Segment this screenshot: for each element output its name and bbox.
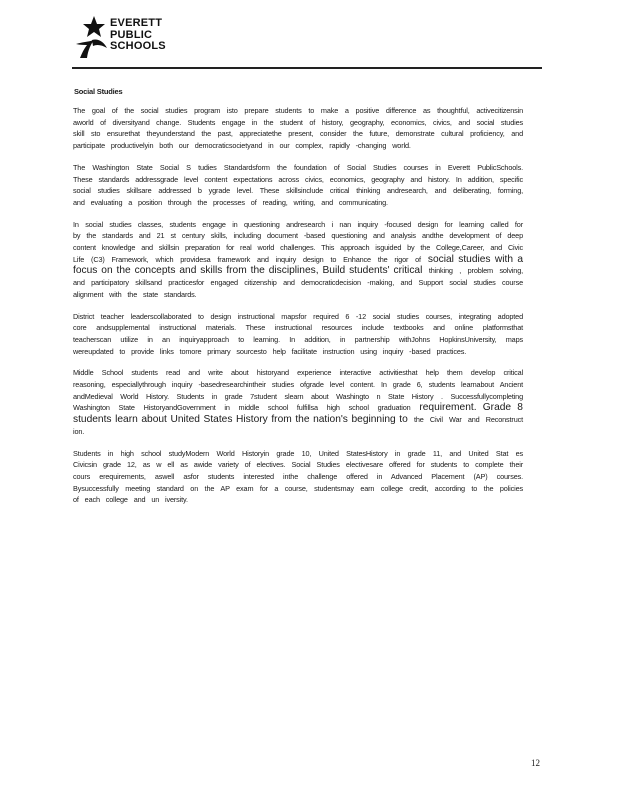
page-number: 12 — [531, 758, 540, 768]
district-logo — [74, 14, 184, 66]
paragraph-goal — [73, 105, 523, 152]
header-rule — [72, 67, 542, 69]
paragraph-text-after: thinking , problem solving, and participatory skillsand practicesfor engaged citizenship and democraticdecision -making, and Support social studies course alignment with the state standards. — [73, 266, 523, 299]
running-figure-star-icon — [74, 14, 114, 62]
paragraph-large-line: requirement. Grade 8 students learn about United States History from the nation's beginning to — [73, 402, 523, 426]
paragraph-inquiry — [73, 219, 523, 301]
paragraph-district-maps — [73, 311, 523, 358]
paragraph-text: The goal of the social studies program isto prepare students to make a positive difference as thoughtful, activecitizensin aworld of diversityand change. Students engage in the student of history, geography, economics, civics, and social studies skill sto ensurethat theyunderstand the past, appreciatethe present, consider the future, demonstrate cultural proficiency, and participate productivelyin both our democraticsocietyand in our complex, rapidly -changing world. — [73, 106, 523, 151]
paragraph-text: Middle School students read and write about historyand experience interactive activitiesthat help them develop critical reasoning, especiallythrough inquiry -basedresearchintheir studies ofgrade level content. In grade 6, students learnabout Ancient andMedieval World History. Students in grade 7student slearn about Washingto n State History . Successfullycompleting Washington State HistoryandGovernment in middle school fulfillsa high school graduation — [73, 368, 523, 413]
section-title: Social Studies — [74, 87, 123, 96]
paragraph-text: District teacher leaderscollaborated to design instructional mapsfor required 6 -12 social studies courses, integrating adopted core andsupplemental instructional materials. These instructional resources include textbooks and online platformsthat teacherscan utilize in an inquiryapproach to learning. In addition, in partnership withJohns HopkinsUniversity, maps wereupdated to provide links tomore primary sourcesto help facilitate instruction using inquiry -based practices. — [73, 311, 523, 356]
paragraph-large-line: social studies with a focus on the concepts and skills from the disciplines, Build students' critical — [73, 253, 523, 277]
paragraph-high-school — [73, 448, 523, 507]
document-body — [73, 105, 523, 516]
logo-line-3: SCHOOLS — [110, 40, 166, 52]
logo-line-1: EVERETT — [110, 17, 163, 29]
paragraph-text-after: the Civil War and Reconstruct ion. — [73, 415, 523, 436]
paragraph-text: In social studies classes, students engage in questioning andresearch i nan inquiry -focused design for learning called for by the standards and 21 st century skills, including document -based questioning and analysis andthe development of deep content knowledge and skillsin preparation for real world challenges. This approach isguided by the College,Career, and Civic Life (C3) Framework, which providesa framework and inquiry design to Enhance the rigor of — [73, 219, 523, 264]
paragraph-standards — [73, 162, 523, 209]
paragraph-text: The Washington State Social S tudies Standardsform the foundation of Social Studies courses in Everett PublicSchools. These standards addressgrade level content expectations across civics, economics, geography and history. In addition, specific social studies skillsare addressed b ygrade level. These skillsinclude critical thinking andresearch, and deliberating, forming, and evaluating a position through the processes of reading, writing, and communicating. — [73, 162, 523, 207]
paragraph-text: Students in high school studyModern World Historyin grade 10, United StatesHistory in grade 11, and United Stat es Civicsin grade 12, as w ell as awide variety of electives. Social Studies electivesare offered for students to complete their cours erequirements, aswell asfor students interested inthe challenge offered in Advanced Placement (AP) courses. Bysuccessfully meeting standard on the AP exam for a course, studentsmay earn college credit, according to the policies of each college and un iversity. — [73, 448, 523, 505]
logo-line-2: PUBLIC — [110, 28, 153, 41]
logo-wordmark — [110, 18, 166, 53]
paragraph-middle-school — [73, 367, 523, 437]
